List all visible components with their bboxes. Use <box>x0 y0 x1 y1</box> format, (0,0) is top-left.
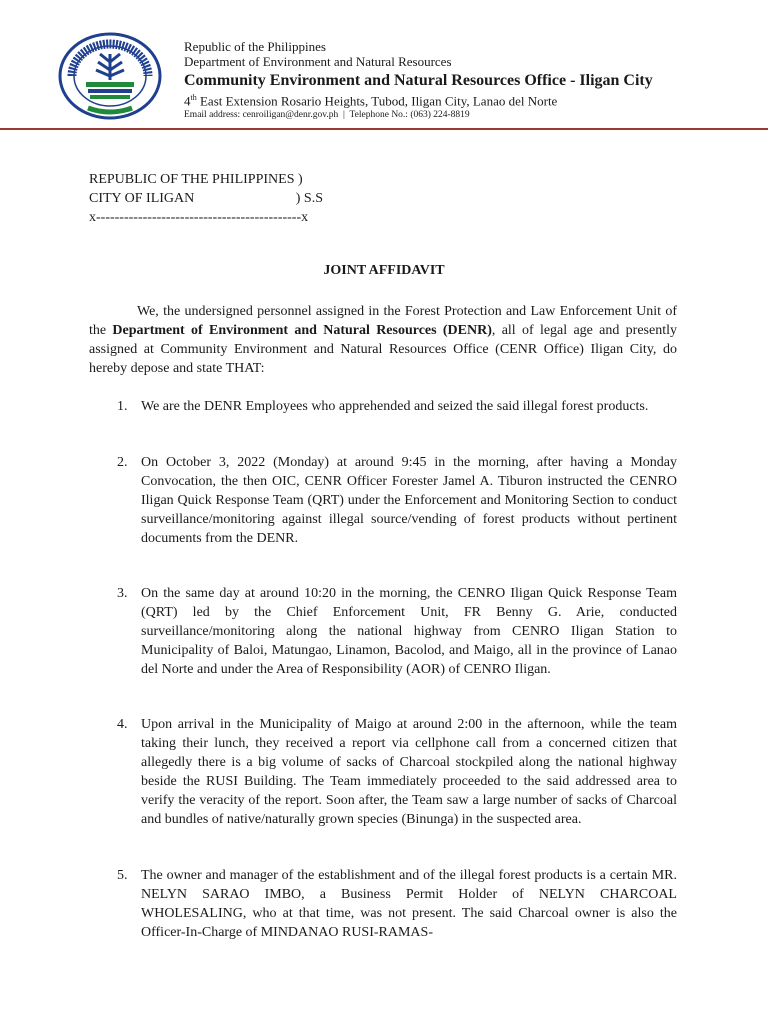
office-name: Community Environment and Natural Resources Office - Iligan City <box>184 72 653 89</box>
list-item: 5. The owner and manager of the establishment and of the illegal forest products is a certain MR. NELYN SARAO IMBO, a Business Permit Holder of NELYN CHARCOAL WHOLESALING, who at that time, was not present. The said Charcoal owner is also the Officer-In-Charge of MINDANAO RUSI-RAMAS- <box>117 868 677 940</box>
list-item: 2. On October 3, 2022 (Monday) at around 9:45 in the morning, after having a Monday Convocation, the then OIC, CENR Officer Forester Jamel A. Tiburon instructed the CENRO Iligan Quick Response Team (QRT) under the Enforcement and Monitoring Section to conduct surveillance/monitoring against illegal source/vending of forest products without pertinent documents from the DENR. <box>117 455 677 546</box>
denr-seal-logo <box>58 32 162 120</box>
list-item: 1. We are the DENR Employees who apprehended and seized the said illegal forest products. <box>117 399 649 414</box>
letterhead <box>0 0 768 130</box>
contact-info: Email address: cenroiligan@denr.gov.ph | Telephone No.: (063) 224-8819 <box>184 110 470 121</box>
office-address: 4th East Extension Rosario Heights, Tubod, Iligan City, Lanao del Norte <box>184 93 558 109</box>
department-line: Department of Environment and Natural Resources <box>184 54 452 69</box>
intro-paragraph: We, the undersigned personnel assigned in the Forest Protection and Law Enforcement Unit of the Department of Environment and Natural Resources (DENR), all of legal age and presently assigned at Community Environment and Natural Resources Office (CENR Office) Iligan City, do hereby depose and state THAT: <box>89 304 678 376</box>
document-title: JOINT AFFIDAVIT <box>323 263 445 278</box>
list-item: 4. Upon arrival in the Municipality of Maigo at around 2:00 in the afternoon, while the team taking their lunch, they received a report via cellphone call from a concerned citizen that allegedly there is a big volume of sacks of Charcoal stockpiled along the national highway beside the RUSI Building. The Team immediately proceeded to the said addressed area to verify the veracity of the report. Soon after, the Team saw a large number of sacks of Charcoal and bundles of native/naturally grown species (Binunga) in the suspected area. <box>117 717 677 827</box>
venue-caption: REPUBLIC OF THE PHILIPPINES ) CITY OF ILIGAN ) S.S x--------------------------------------------x <box>89 172 323 225</box>
header-rule <box>0 128 768 130</box>
list-item: 3. On the same day at around 10:20 in the morning, the CENRO Iligan Quick Response Team (QRT) led by the Chief Enforcement Unit, FR Benny G. Arie, conducted surveillance/monitoring along the national highway from CENRO Iligan Station to Municipality of Baloi, Matungao, Linamon, Bacolod, and Maigo, all in the province of Lanao del Norte and under the Area of Responsibility (AOR) of CENRO Iligan. <box>117 586 677 677</box>
republic-line: Republic of the Philippines <box>184 39 326 54</box>
